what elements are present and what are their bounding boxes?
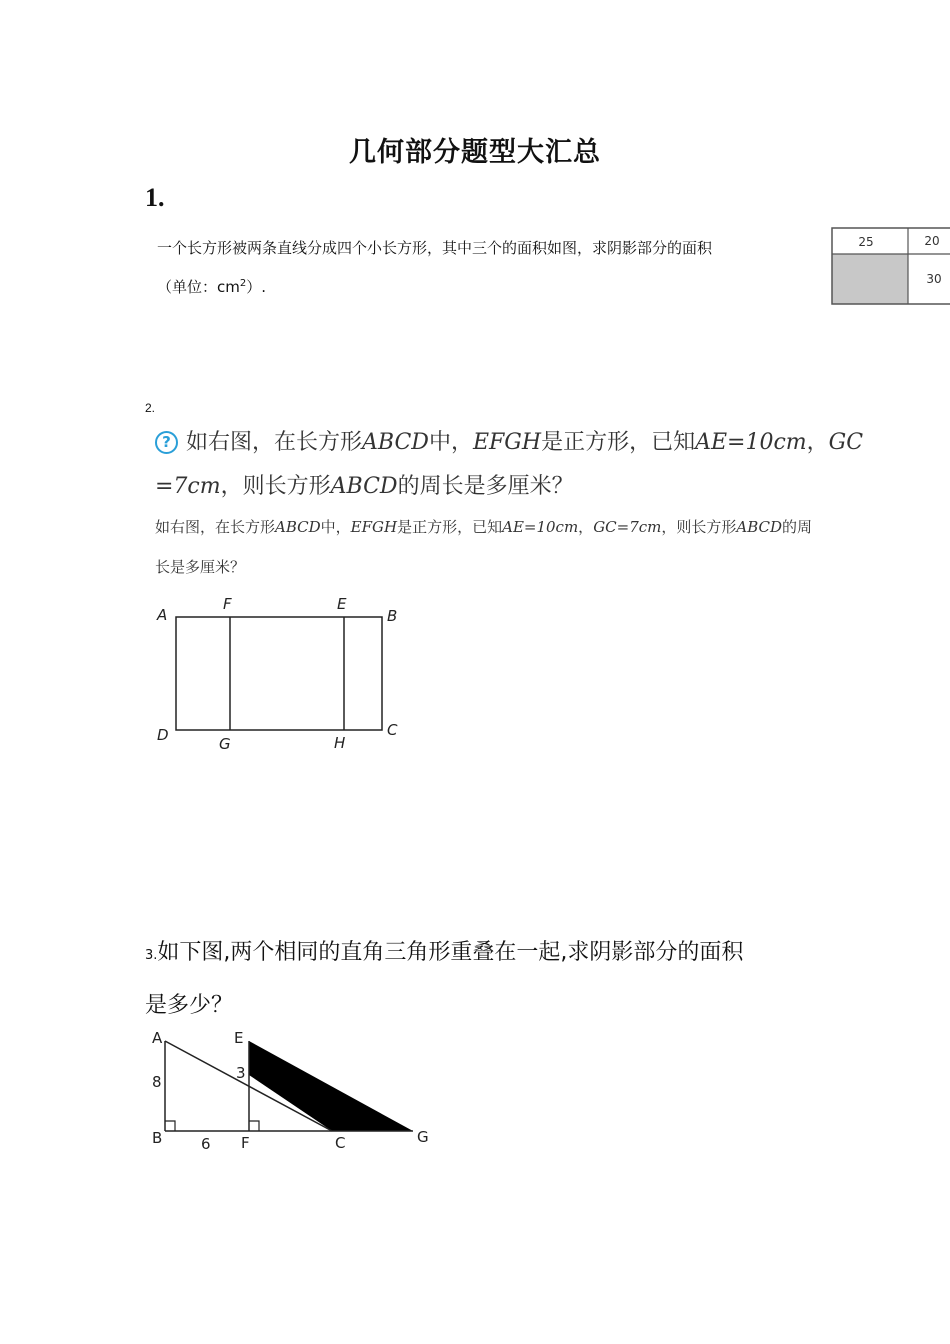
label-a: A — [157, 606, 168, 624]
unit-superscript: 2 — [239, 278, 247, 289]
question-2-small-line-1: 如右图，在长方形ABCD中，EFGH是正方形，已知AE=10cm，GC=7cm，则长方形ABCD的周 — [155, 518, 813, 536]
question-2-large-line-2: =7cm，则长方形ABCD的周长是多厘米？ — [155, 474, 574, 499]
label-f: F — [241, 1134, 250, 1152]
question-3-line-2: 是多少？ — [145, 993, 234, 1018]
question-2-large-line-1: ? 如右图，在长方形ABCD中，EFGH是正方形，已知AE=10cm，GC — [155, 421, 935, 465]
label-3: 3 — [236, 1064, 246, 1082]
unit-text: （单位：cm — [157, 278, 240, 296]
label-b: B — [152, 1129, 163, 1147]
overlapping-triangles-diagram — [145, 1025, 440, 1157]
question-2-text-large — [155, 421, 935, 509]
label-h: H — [334, 734, 346, 752]
question-1-number: 1. — [145, 183, 165, 212]
question-1-line-1: 一个长方形被两条直线分成四个小长方形，其中三个的面积如图，求阴影部分的面积 — [157, 239, 713, 257]
label-g: G — [417, 1128, 429, 1146]
label-a: A — [152, 1029, 163, 1047]
question-1-line-2 — [157, 266, 827, 305]
area-top-right: 20 — [924, 234, 940, 248]
label-e: E — [337, 595, 347, 613]
shaded-region — [249, 1041, 413, 1131]
question-3-number: 3. — [145, 948, 158, 963]
area-grid-diagram — [830, 226, 950, 308]
shaded-rectangle — [832, 254, 908, 304]
area-top-left: 25 — [858, 235, 874, 249]
page-title: 几何部分题型大汇总 — [349, 137, 601, 168]
label-b: B — [387, 607, 398, 625]
rectangle-abcd — [176, 617, 382, 730]
label-c: C — [335, 1134, 346, 1152]
label-f: F — [223, 595, 232, 613]
label-e: E — [234, 1029, 244, 1047]
question-2-text-small — [155, 507, 935, 587]
question-2-number: 2. — [145, 401, 156, 415]
question-circle-icon: ? — [155, 431, 178, 454]
label-g: G — [219, 735, 231, 753]
label-6: 6 — [201, 1135, 211, 1153]
label-c: C — [387, 721, 398, 739]
area-bottom-right: 30 — [926, 272, 942, 286]
right-angle-f — [249, 1121, 259, 1131]
question-1-text — [157, 230, 827, 305]
right-angle-b — [165, 1121, 175, 1131]
unit-text-end: ）. — [246, 278, 267, 296]
question-3-text — [145, 928, 845, 1031]
rectangle-square-diagram — [150, 590, 410, 755]
label-8: 8 — [152, 1073, 162, 1091]
label-d: D — [157, 726, 169, 744]
question-3-line-1: 3.如下图,两个相同的直角三角形重叠在一起,求阴影部分的面积 — [145, 940, 744, 965]
question-2-small-line-2: 长是多厘米？ — [155, 558, 246, 576]
